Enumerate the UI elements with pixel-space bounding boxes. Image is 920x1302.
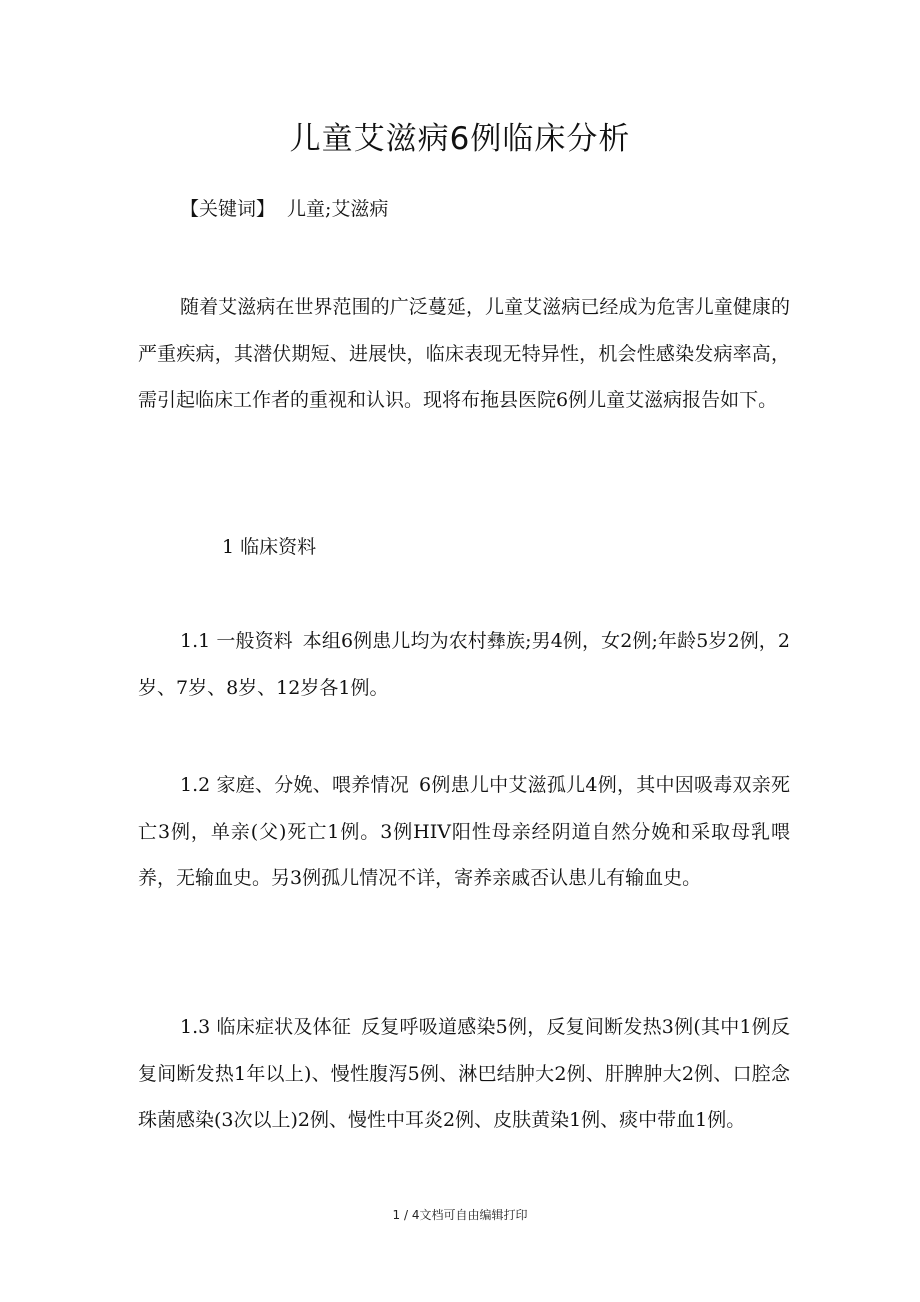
keywords-line <box>180 194 388 224</box>
section-1-1-body: 本组6例患儿均为农村彝族;男4例，女2例;年龄5岁2例，2 岁、7岁、8岁、12岁各1例。 <box>138 630 790 699</box>
keywords-value: 儿童;艾滋病 <box>287 198 389 220</box>
section-1-3-paragraph <box>138 1004 790 1144</box>
section-1-heading: 1 临床资料 <box>222 536 317 558</box>
section-1-1-heading: 1.1 一般资料 <box>180 630 293 652</box>
section-1-1-paragraph <box>138 618 790 711</box>
page-footer: 1 / 4文档可自由编辑打印 <box>392 1208 528 1222</box>
section-1-3-heading: 1.3 临床症状及体征 <box>180 1016 352 1038</box>
section-1-3-body: 反复呼吸道感染5例，反复间断发热3例(其中1例反复间断发热1年以上)、慢性腹泻5例、淋巴结肿大2例、肝脾肿大2例、口腔念珠菌感染(3次以上)2例、慢性中耳炎2例、皮肤黄染1例、痰中带血1例。 <box>138 1016 790 1131</box>
intro-paragraph: 随着艾滋病在世界范围的广泛蔓延，儿童艾滋病已经成为危害儿童健康的严重疾病，其潜伏期短、进展快，临床表现无特异性，机会性感染发病率高，需引起临床工作者的重视和认识。现将布拖县医院6例儿童艾滋病报告如下。 <box>138 296 790 411</box>
document-title: 儿童艾滋病6例临床分析 <box>289 121 631 157</box>
keywords-label: 【关键词】 <box>180 198 276 220</box>
section-1-2-paragraph <box>138 762 790 902</box>
section-1-2-heading: 1.2 家庭、分娩、喂养情况 <box>180 774 410 796</box>
section-1-2-body: 6例患儿中艾滋孤儿4例，其中因吸毒双亲死亡3例，单亲(父)死亡1例。3例HIV阳性母亲经阴道自然分娩和采取母乳喂养，无输血史。另3例孤儿情况不详，寄养亲戚否认患儿有输血史。 <box>138 774 790 889</box>
